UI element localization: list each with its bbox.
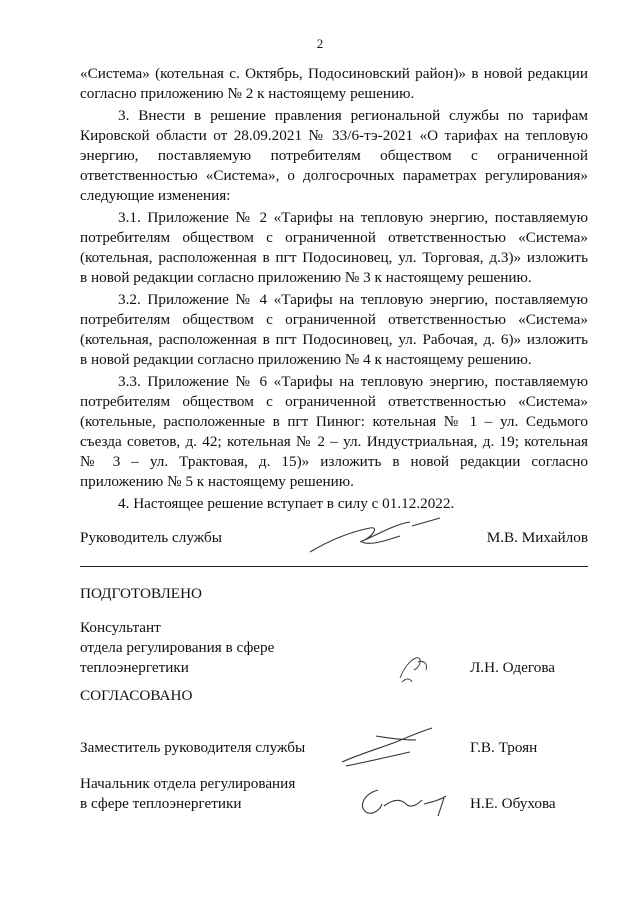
body-line: ответственностью «Система», о долгосрочных параметрах регулирования» xyxy=(80,167,588,184)
body-line: потребителям обществом с ограниченной ответственностью «Система» xyxy=(80,311,588,328)
consultant-title-line: Консультант xyxy=(80,619,161,636)
agreed-label: СОГЛАСОВАНО xyxy=(80,687,193,704)
body-line: в новой редакции согласно приложению № 4 к настоящему решению. xyxy=(80,351,532,368)
chief-title-line: Начальник отдела регулирования xyxy=(80,775,296,792)
body-line: потребителям обществом с ограниченной ответственностью «Система» xyxy=(80,393,588,410)
consultant-signature xyxy=(392,648,442,688)
body-line: 3.3. Приложение № 6 «Тарифы на тепловую энергию, поставляемую xyxy=(118,373,588,390)
deputy-title: Заместитель руководителя службы xyxy=(80,739,306,756)
chief-signature xyxy=(350,776,460,826)
deputy-name: Г.В. Троян xyxy=(470,739,538,756)
body-line: (котельная, расположенная в пгт Подосиновец, ул. Рабочая, д. 6)» изложить xyxy=(80,331,588,348)
body-line: следующие изменения: xyxy=(80,187,231,204)
body-line: № 3 – ул. Трактовая, д. 15)» изложить в новой редакции согласно xyxy=(80,453,588,470)
chief-title-line: в сфере теплоэнергетики xyxy=(80,795,242,812)
head-signature xyxy=(300,510,450,560)
body-line: съезда советов, д. 42; котельная № 2 – ул. Индустриальная, д. 19; котельная xyxy=(80,433,588,450)
body-line: приложению № 5 к настоящему решению. xyxy=(80,473,354,490)
head-title: Руководитель службы xyxy=(80,529,222,546)
body-line: потребителям обществом с ограниченной ответственностью «Система» xyxy=(80,229,588,246)
chief-name: Н.Е. Обухова xyxy=(470,795,556,812)
body-line: (котельные, расположенные в пгт Пинюг: котельная № 1 – ул. Седьмого xyxy=(80,413,588,430)
body-line: Кировской области от 28.09.2021 № 33/6-тэ-2021 «О тарифах на тепловую xyxy=(80,127,588,144)
page-number: 2 xyxy=(316,36,324,51)
body-line: 4. Настоящее решение вступает в силу с 01.12.2022. xyxy=(118,495,455,512)
consultant-name: Л.Н. Одегова xyxy=(470,659,556,676)
consultant-title-line: теплоэнергетики xyxy=(80,659,189,676)
prepared-label: ПОДГОТОВЛЕНО xyxy=(80,585,203,602)
body-line: согласно приложению № 2 к настоящему решению. xyxy=(80,85,415,102)
body-line: в новой редакции согласно приложению № 3 к настоящему решению. xyxy=(80,269,532,286)
deputy-signature xyxy=(336,722,456,772)
head-name: М.В. Михайлов xyxy=(486,529,588,546)
separator-line xyxy=(80,566,588,567)
body-line: 3.2. Приложение № 4 «Тарифы на тепловую энергию, поставляемую xyxy=(118,291,588,308)
body-line: 3. Внести в решение правления региональной службы по тарифам xyxy=(118,107,588,124)
body-line: энергию, поставляемую потребителям обществом с ограниченной xyxy=(80,147,588,164)
body-line: (котельная, расположенная в пгт Подосиновец, ул. Торговая, д.3)» изложить xyxy=(80,249,588,266)
body-line: «Система» (котельная с. Октябрь, Подосиновский район)» в новой редакции xyxy=(80,65,588,82)
body-line: 3.1. Приложение № 2 «Тарифы на тепловую энергию, поставляемую xyxy=(118,209,588,226)
consultant-title-line: отдела регулирования в сфере xyxy=(80,639,275,656)
